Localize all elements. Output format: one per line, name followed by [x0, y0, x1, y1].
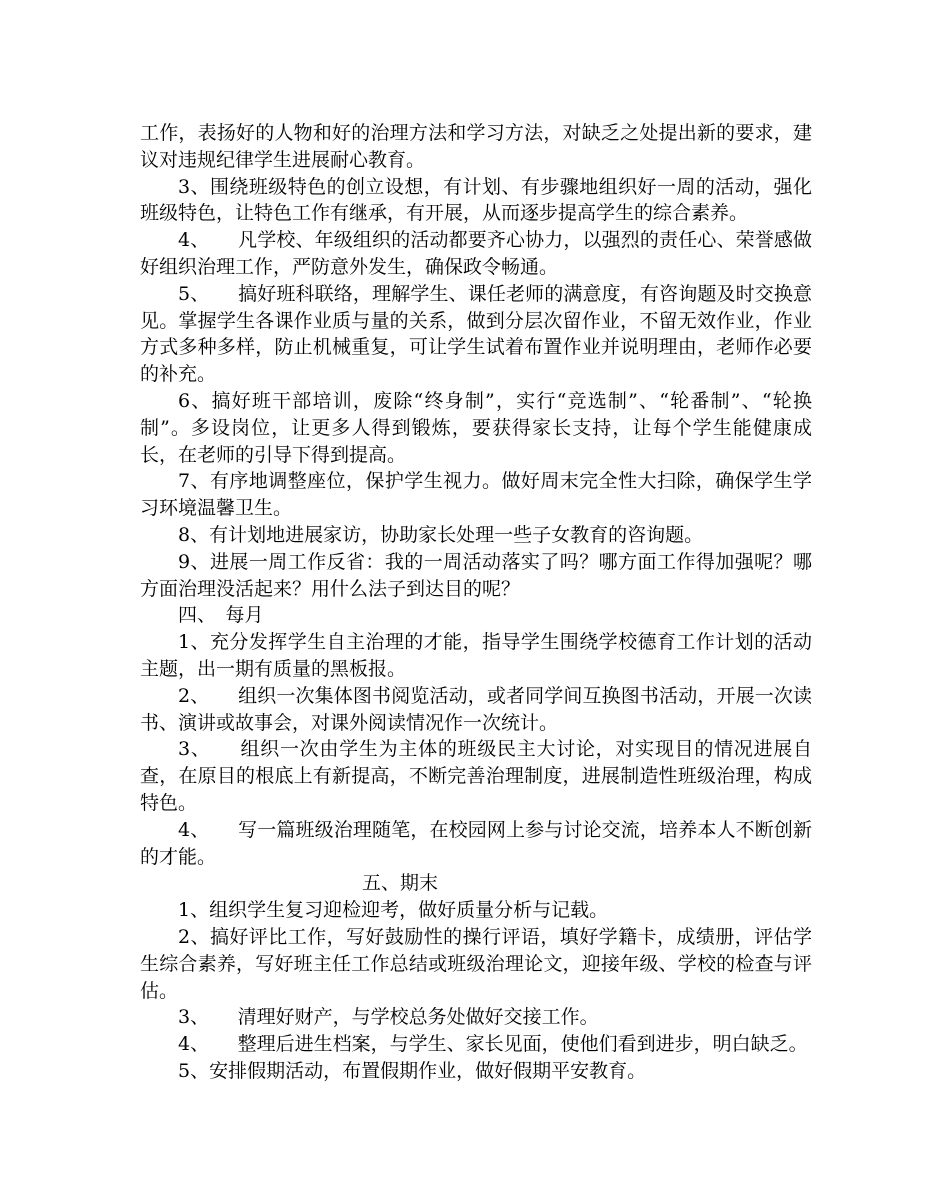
paragraph: 1、组织学生复习迎检迎考，做好质量分析与记载。 — [178, 899, 609, 922]
paragraph: 7、有序地调整座位，保护学生视力。做好周末完全性大扫除，确保学生学习环境温馨卫生。 — [140, 470, 812, 520]
paragraph: 2、 组织一次集体图书阅览活动，或者同学间互换图书活动，开展一次读书、演讲或故事会，对课外阅读情况作一次统计。 — [140, 684, 812, 734]
paragraph: 3、围绕班级特色的创立设想，有计划、有步骤地组织好一周的活动，强化班级特色，让特色工作有继承，有开展，从而逐步提高学生的综合素养。 — [140, 175, 812, 225]
paragraph: 3、 清理好财产，与学校总务处做好交接工作。 — [178, 1006, 599, 1029]
paragraph: 工作，表扬好的人物和好的治理方法和学习方法，对缺乏之处提出新的要求，建议对违规纪律学生进展耐心教育。 — [140, 122, 812, 171]
section-heading: 四、 每月 — [178, 604, 264, 627]
section-heading: 五、期末 — [362, 872, 439, 895]
paragraph: 5、 搞好班科联络，理解学生、课任老师的满意度，有咨询题及时交换意见。掌握学生各课作业质与量的关系，做到分层次留作业，不留无效作业，作业方式多种多样，防止机械重复，可让学生试着布置作业并说明理由，老师作必要的补充。 — [140, 282, 812, 386]
document-body — [140, 120, 812, 1085]
paragraph: 1、充分发挥学生自主治理的才能，指导学生围绕学校德育工作计划的活动主题，出一期有质量的黑板报。 — [140, 631, 812, 680]
paragraph: 4、 写一篇班级治理随笔，在校园网上参与讨论交流，培养本人不断创新的才能。 — [140, 818, 812, 868]
paragraph: 9、进展一周工作反省：我的一周活动落实了吗？哪方面工作得加强呢？哪方面治理没活起来？用什么法子到达目的呢？ — [140, 550, 812, 600]
paragraph: 5、安排假期活动，布置假期作业，做好假期平安教育。 — [178, 1059, 647, 1082]
paragraph: 2、搞好评比工作，写好鼓励性的操行评语，填好学籍卡，成绩册，评估学生综合素养，写好班主任工作总结或班级治理论文，迎接年级、学校的检查与评估。 — [140, 925, 812, 1002]
paragraph: 3、 组织一次由学生为主体的班级民主大讨论，对实现目的情况进展自查，在原目的根底上有新提高，不断完善治理制度，进展制造性班级治理，构成特色。 — [140, 738, 812, 814]
paragraph: 4、 整理后进生档案，与学生、家长见面，使他们看到进步，明白缺乏。 — [178, 1033, 808, 1056]
paragraph: 6、搞好班干部培训，废除“终身制”，实行“竞选制”、“轮番制”、“轮换制”。多设岗位，让更多人得到锻炼，要获得家长支持，让每个学生能健康成长，在老师的引导下得到提高。 — [140, 389, 812, 466]
paragraph: 8、有计划地进展家访，协助家长处理一些子女教育的咨询题。 — [178, 523, 704, 546]
paragraph: 4、 凡学校、年级组织的活动都要齐心协力，以强烈的责任心、荣誉感做好组织治理工作，严防意外发生，确保政令畅通。 — [140, 229, 812, 278]
